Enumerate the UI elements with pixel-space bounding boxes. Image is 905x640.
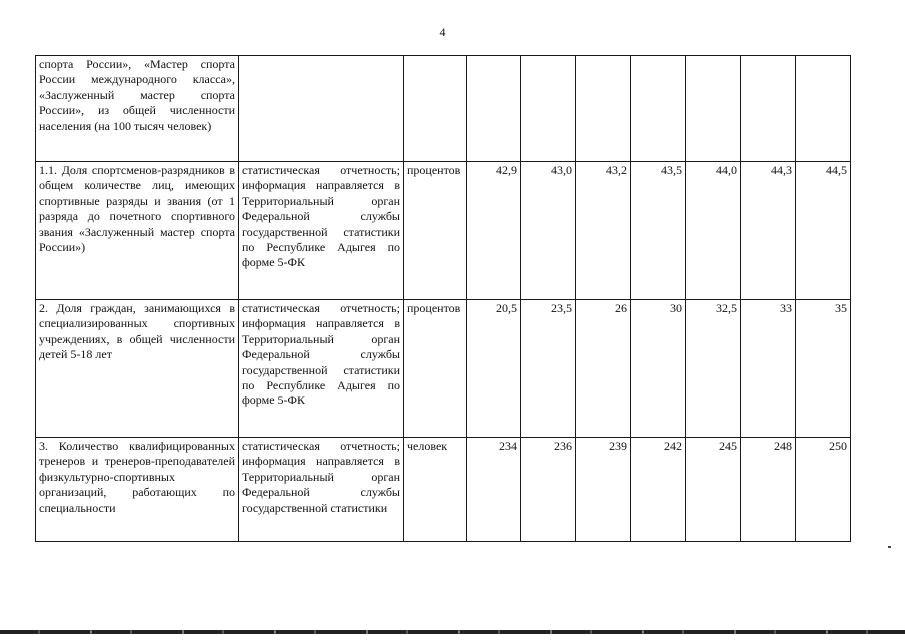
- value-cell: 44,3: [741, 162, 796, 300]
- value-cell: 44,5: [796, 162, 851, 300]
- table-row: [36, 300, 851, 438]
- value-cell: [521, 56, 576, 162]
- value-cell: 42,9: [467, 162, 521, 300]
- indicator-name-cell: 1.1. Доля спортсменов-разрядников в общем количестве лиц, имеющих спортивные разряды и звания (от 1 разряда до почетного спортивного звания «Заслуженный мастер спорта России»): [36, 162, 239, 300]
- value-cell: 33: [741, 300, 796, 438]
- value-cell: 234: [467, 438, 521, 542]
- value-cell: 26: [576, 300, 631, 438]
- value-cell: 35: [796, 300, 851, 438]
- unit-cell: человек: [404, 438, 467, 542]
- data-source-cell: статистическая отчетность; информация направляется в Территориальный орган Федеральной службы государственной статистики: [239, 438, 404, 542]
- value-cell: 248: [741, 438, 796, 542]
- value-cell: 30: [631, 300, 686, 438]
- indicator-name-cell: 2. Доля граждан, занимающихся в специализированных спортивных учреждениях, в общей численности детей 5-18 лет: [36, 300, 239, 438]
- value-cell: [686, 56, 741, 162]
- value-cell: [631, 56, 686, 162]
- value-cell: 43,2: [576, 162, 631, 300]
- unit-cell: [404, 56, 467, 162]
- table-row: [36, 438, 851, 542]
- value-cell: 44,0: [686, 162, 741, 300]
- value-cell: 43,5: [631, 162, 686, 300]
- value-cell: [576, 56, 631, 162]
- value-cell: 32,5: [686, 300, 741, 438]
- value-cell: [741, 56, 796, 162]
- table-row: [36, 56, 851, 162]
- value-cell: 242: [631, 438, 686, 542]
- indicators-table: [35, 55, 851, 542]
- value-cell: 239: [576, 438, 631, 542]
- value-cell: 250: [796, 438, 851, 542]
- value-cell: [467, 56, 521, 162]
- data-source-cell: статистическая отчетность; информация направляется в Территориальный орган Федеральной службы государственной статистики по Республике Адыгея по форме 5-ФК: [239, 162, 404, 300]
- indicator-name-cell: 3. Количество квалифицированных тренеров и тренеров-преподавателей физкультурно-спортивных организаций, работающих по специальности: [36, 438, 239, 542]
- value-cell: 43,0: [521, 162, 576, 300]
- value-cell: [796, 56, 851, 162]
- unit-cell: процентов: [404, 300, 467, 438]
- table-row: [36, 162, 851, 300]
- value-cell: 20,5: [467, 300, 521, 438]
- scan-edge-strip: [0, 630, 905, 634]
- indicator-name-cell: спорта России», «Мастер спорта России международного класса», «Заслуженный мастер спорта России», из общей численности населения (на 100 тысяч человек): [36, 56, 239, 162]
- data-source-cell: [239, 56, 404, 162]
- value-cell: 245: [686, 438, 741, 542]
- value-cell: 236: [521, 438, 576, 542]
- scan-artifact-mark: [888, 546, 891, 548]
- data-source-cell: статистическая отчетность; информация направляется в Территориальный орган Федеральной службы государственной статистики по Республике Адыгея по форме 5-ФК: [239, 300, 404, 438]
- page-number: 4: [439, 25, 446, 39]
- unit-cell: процентов: [404, 162, 467, 300]
- value-cell: 23,5: [521, 300, 576, 438]
